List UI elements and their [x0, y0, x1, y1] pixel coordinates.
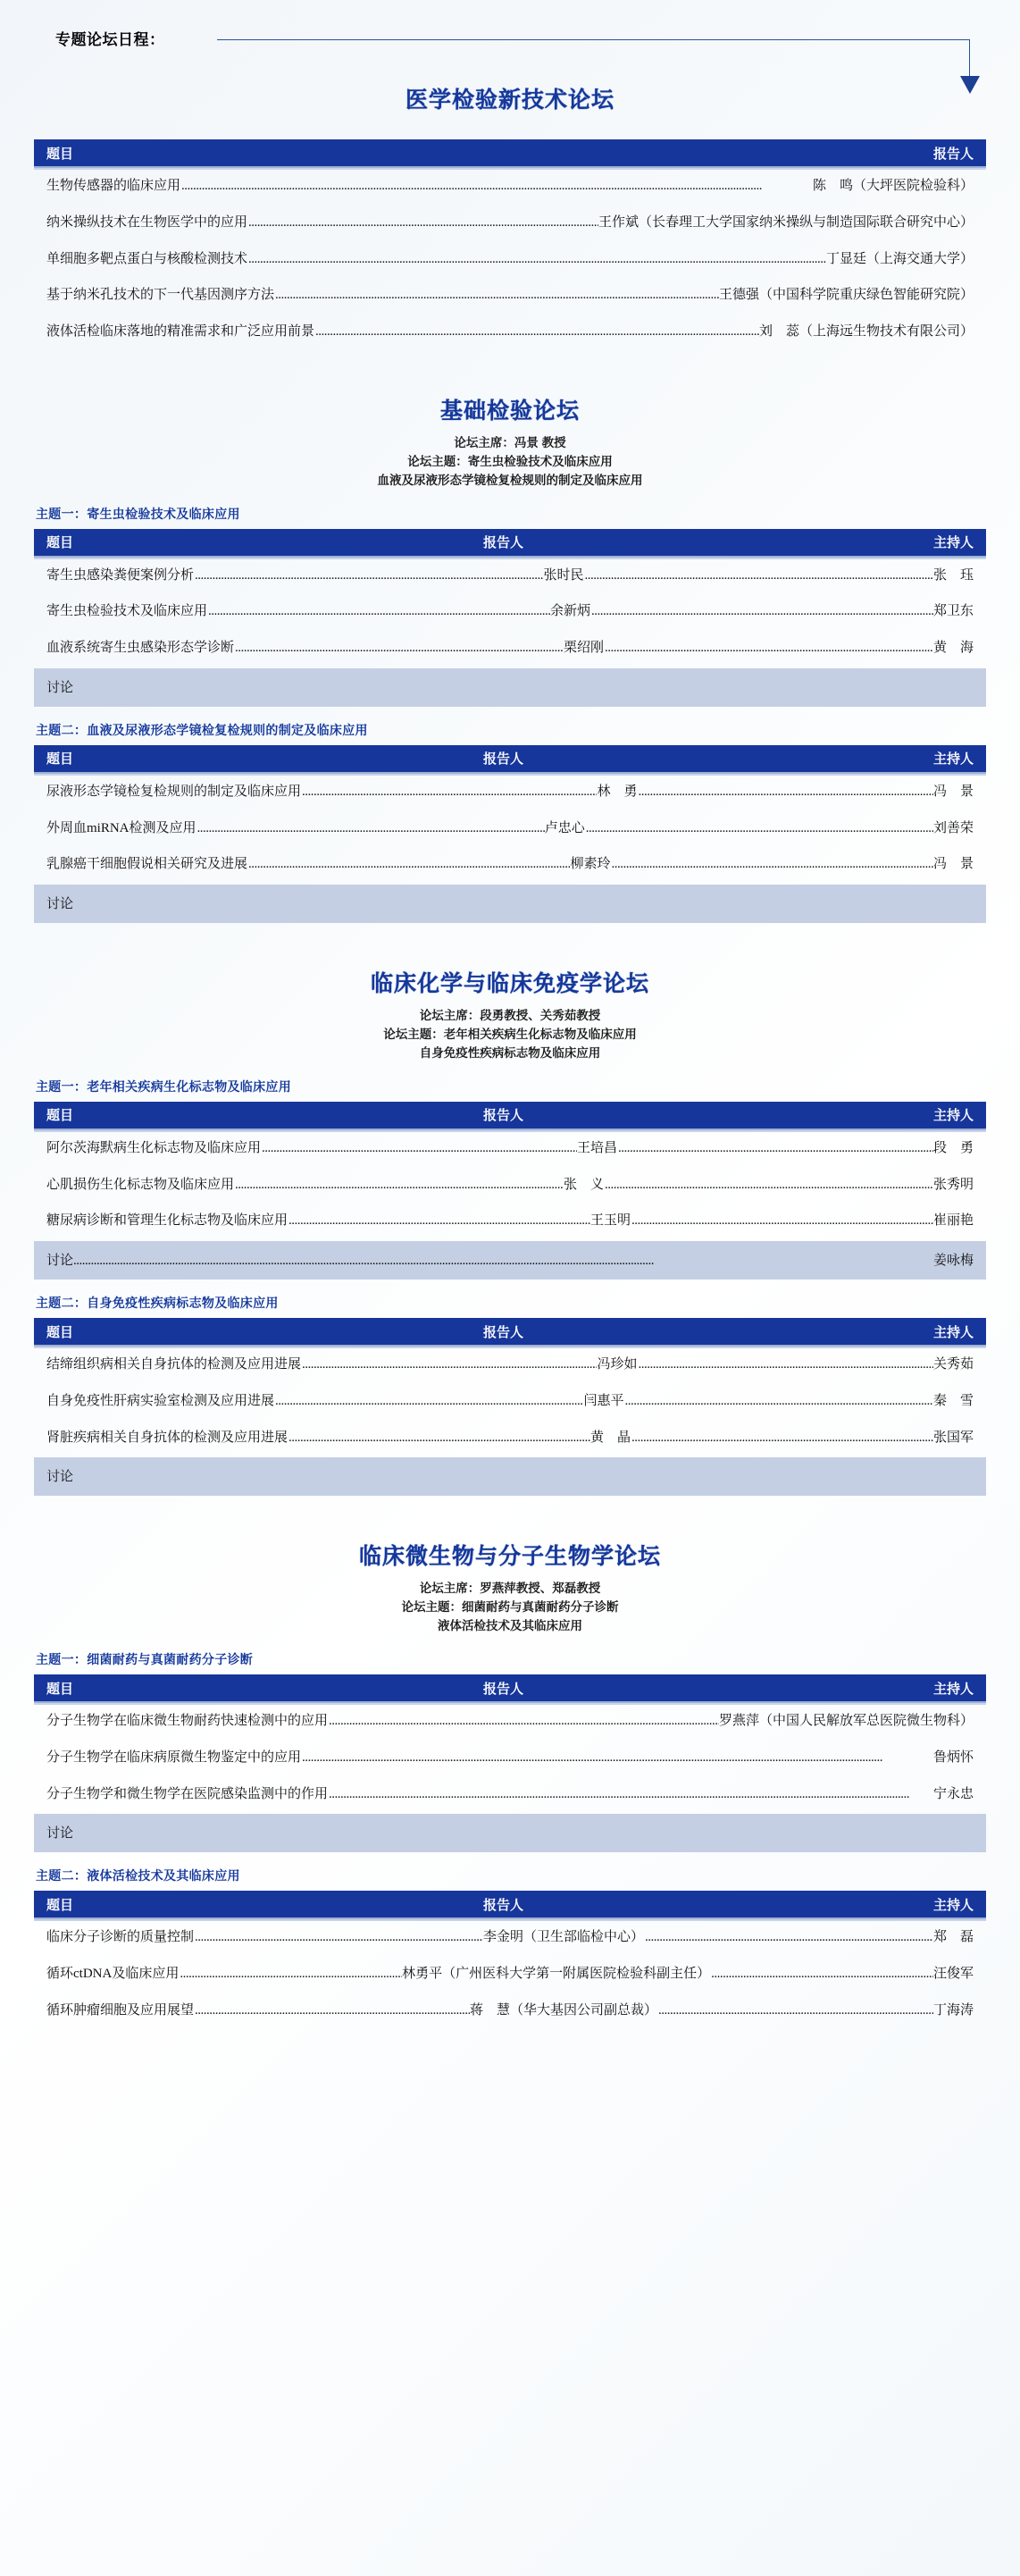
forum-theme: 论坛主题：细菌耐药与真菌耐药分子诊断	[401, 1600, 619, 1615]
schedule-table	[34, 1674, 986, 1852]
column-header-host: 主持人	[932, 752, 974, 768]
table-row	[34, 846, 986, 883]
dot-leader	[638, 784, 933, 801]
session-title: 乳腺癌干细胞假说相关研究及进展	[46, 857, 248, 872]
schedule-table	[34, 1102, 986, 1280]
host-name: 丁海涛	[932, 2002, 974, 2018]
forum-section	[0, 82, 1020, 381]
discussion-row	[34, 885, 986, 923]
dot-leader	[207, 603, 550, 620]
dot-leader	[194, 2002, 470, 2019]
speaker-name: 柳素玲	[570, 857, 611, 872]
discussion-label: 讨论	[46, 1254, 74, 1269]
forum-chair: 论坛主席：罗燕萍教授、郑磊教授	[419, 1582, 601, 1596]
spacer	[20, 1496, 1000, 1526]
page-title: 专题论坛日程：	[55, 31, 165, 48]
dot-leader	[631, 1430, 933, 1447]
column-header-title: 题目	[46, 536, 74, 551]
session-title: 尿液形态学镜检复检规则的制定及临床应用	[46, 784, 302, 799]
table-row	[34, 1740, 986, 1776]
column-header-title: 题目	[46, 1682, 74, 1697]
dot-leader	[274, 287, 719, 304]
table-row	[34, 810, 986, 847]
session-title: 肾脏疾病相关自身抗体的检测及应用进展	[46, 1430, 288, 1445]
schedule-table	[34, 745, 986, 923]
session-title: 液体活检临床落地的精准需求和广泛应用前景	[46, 324, 315, 339]
dot-leader	[604, 1177, 933, 1194]
session-title: 循环ctDNA及临床应用	[46, 1967, 180, 1982]
column-header-host: 主持人	[932, 1682, 974, 1697]
table-header-row	[34, 139, 986, 168]
dot-leader	[247, 856, 570, 873]
schedule-table	[34, 529, 986, 707]
dot-leader	[657, 2002, 933, 2019]
table-row	[34, 1703, 986, 1740]
host-name: 刘善荣	[932, 820, 974, 835]
speaker-name: 李金明（卫生部临检中心）	[482, 1930, 644, 1945]
session-title: 寄生虫感染粪便案例分析	[46, 567, 195, 583]
forum-theme: 论坛主题：老年相关疾病生化标志物及临床应用	[383, 1027, 637, 1041]
speaker-name: 林勇平（广州医科大学第一附属医院检验科副主任）	[402, 1967, 711, 1982]
speaker-name: 张时民	[543, 567, 584, 583]
discussion-row	[34, 1241, 986, 1280]
table-row	[34, 1130, 986, 1167]
session-title: 分子生物学在临床微生物耐药快速检测中的应用	[46, 1714, 329, 1729]
schedule-table	[34, 139, 986, 350]
speaker-name: 王培昌	[576, 1140, 617, 1155]
speaker-name: 蒋 慧（华大基因公司副总裁）	[469, 2002, 657, 2018]
spacer	[20, 2029, 1000, 2060]
session-title: 生物传感器的临床应用	[46, 179, 181, 193]
dot-leader	[617, 1140, 933, 1157]
host-name: 黄 海	[932, 641, 974, 656]
session-title: 分子生物学在临床病原微生物鉴定中的应用	[46, 1749, 302, 1765]
speaker-name: 王作斌（长春理工大学国家纳米操纵与制造国际联合研究中心）	[598, 214, 974, 230]
table-row	[34, 314, 986, 350]
session-title: 糖尿病诊断和管理生化标志物及临床应用	[46, 1213, 288, 1229]
dot-leader	[301, 1749, 933, 1766]
session-title: 单细胞多靶点蛋白与核酸检测技术	[46, 251, 248, 266]
dot-leader	[288, 1212, 590, 1229]
dot-leader	[611, 856, 933, 873]
speaker-name: 卢忠心	[544, 820, 585, 835]
down-arrow-icon	[960, 76, 980, 94]
forum-title: 临床微生物与分子生物学论坛	[358, 1545, 661, 1570]
forum-section	[0, 1539, 1020, 2059]
column-header-host: 主持人	[932, 1898, 974, 1913]
dot-leader	[194, 1929, 483, 1946]
session-title: 基于纳米孔技术的下一代基因测序方法	[46, 288, 275, 303]
forum-subtitle	[20, 1007, 1000, 1063]
column-header-speaker: 报告人	[482, 752, 523, 768]
table-row	[34, 168, 986, 205]
host-name: 张 珏	[932, 567, 974, 583]
forum-title: 基础检验论坛	[439, 399, 580, 424]
table-header-row	[34, 529, 986, 558]
session-title: 阿尔茨海默病生化标志物及临床应用	[46, 1140, 262, 1155]
topic-label: 主题一：寄生虫检验技术及临床应用	[36, 508, 240, 522]
column-header-host: 主持人	[932, 1325, 974, 1340]
dot-leader	[644, 1929, 933, 1946]
column-header-title: 题目	[46, 147, 74, 162]
dot-leader	[604, 640, 933, 657]
speaker-name: 陈 鸣（大坪医院检验科）	[812, 179, 974, 193]
host-name: 秦 雪	[932, 1393, 974, 1408]
speaker-name: 张 义	[563, 1177, 604, 1192]
table-row	[34, 774, 986, 810]
table-header-row	[34, 1674, 986, 1703]
column-header-title: 题目	[46, 1325, 74, 1340]
spacer	[20, 123, 1000, 139]
column-header-speaker: 报告人	[482, 1898, 523, 1913]
column-header-host: 主持人	[932, 1109, 974, 1124]
table-row	[34, 1167, 986, 1204]
speaker-name: 冯珍如	[597, 1357, 638, 1372]
table-row	[34, 1956, 986, 1993]
session-title: 外周血miRNA检测及应用	[46, 820, 196, 835]
table-row	[34, 1347, 986, 1383]
discussion-row	[34, 1457, 986, 1496]
table-row	[34, 1383, 986, 1420]
dot-leader	[247, 251, 826, 268]
forum-section	[0, 393, 1020, 953]
host-name: 崔丽艳	[932, 1213, 974, 1229]
topic-label: 主题二：血液及尿液形态学镜检复检规则的制定及临床应用	[36, 724, 368, 738]
spacer	[20, 350, 1000, 381]
spacer	[20, 923, 1000, 953]
forum-list	[0, 82, 1020, 2060]
table-row	[34, 1993, 986, 2029]
forum-title: 医学检验新技术论坛	[405, 88, 615, 113]
column-header-speaker: 报告人	[482, 1325, 523, 1340]
table-row	[34, 1776, 986, 1813]
dot-leader	[274, 1393, 583, 1410]
session-title: 结缔组织病相关自身抗体的检测及应用进展	[46, 1357, 302, 1372]
column-header-host: 主持人	[932, 536, 974, 551]
dot-leader	[590, 603, 933, 620]
topic-label: 主题二：自身免疫性疾病标志物及临床应用	[36, 1297, 279, 1312]
session-title: 血液系统寄生虫感染形态学诊断	[46, 641, 235, 656]
topic-label: 主题二：液体活检技术及其临床应用	[36, 1870, 240, 1884]
host-name: 冯 景	[932, 857, 974, 872]
topic-label: 主题一：老年相关疾病生化标志物及临床应用	[36, 1080, 291, 1095]
discussion-label: 讨论	[46, 680, 74, 695]
schedule-table	[34, 1318, 986, 1496]
forum-theme: 血液及尿液形态学镜检复检规则的制定及临床应用	[377, 473, 643, 487]
speaker-name: 余新炳	[549, 604, 590, 619]
dot-leader	[585, 820, 933, 837]
speaker-name: 栗绍刚	[563, 641, 604, 656]
connector-line-horizontal	[217, 39, 970, 40]
table-header-row	[34, 1318, 986, 1347]
table-header-row	[34, 1891, 986, 1919]
forum-theme: 论坛主题：寄生虫检验技术及临床应用	[407, 454, 613, 468]
speaker-name: 黄 晶	[589, 1430, 631, 1445]
speaker-name: 闫惠平	[583, 1393, 624, 1408]
dot-leader	[234, 1177, 564, 1194]
dot-leader	[624, 1393, 933, 1410]
column-header-speaker: 报告人	[932, 147, 974, 162]
speaker-name: 罗燕萍（中国人民解放军总医院微生物科）	[718, 1714, 974, 1729]
host-name: 张国军	[932, 1430, 974, 1445]
table-row	[34, 1420, 986, 1456]
dot-leader	[247, 214, 598, 231]
dot-leader	[631, 1212, 933, 1229]
table-row	[34, 205, 986, 241]
session-title: 分子生物学和微生物学在医院感染监测中的作用	[46, 1786, 329, 1801]
discussion-label: 讨论	[46, 1826, 74, 1842]
speaker-name: 丁显廷（上海交通大学）	[825, 251, 974, 266]
table-row	[34, 277, 986, 314]
forum-theme: 自身免疫性疾病标志物及临床应用	[419, 1045, 601, 1060]
host-name: 段 勇	[932, 1140, 974, 1155]
host-name: 郑卫东	[932, 604, 974, 619]
table-row	[34, 558, 986, 594]
session-title: 心肌损伤生化标志物及临床应用	[46, 1177, 235, 1192]
speaker-name: 林 勇	[597, 784, 638, 799]
column-header-title: 题目	[46, 752, 74, 768]
forum-section	[0, 966, 1020, 1526]
discussion-host: 姜咏梅	[932, 1254, 974, 1269]
dot-leader	[194, 567, 543, 584]
table-header-row	[34, 1102, 986, 1130]
forum-chair: 论坛主席：冯景 教授	[454, 435, 566, 449]
discussion-row	[34, 668, 986, 707]
discussion-row	[34, 1814, 986, 1852]
table-header-row	[34, 745, 986, 774]
dot-leader	[288, 1430, 590, 1447]
schedule-table	[34, 1891, 986, 2028]
page-header	[0, 0, 1020, 70]
host-name: 张秀明	[932, 1177, 974, 1192]
session-title: 寄生虫检验技术及临床应用	[46, 604, 208, 619]
column-header-speaker: 报告人	[482, 1109, 523, 1124]
dot-leader	[73, 1254, 933, 1269]
host-name: 郑 磊	[932, 1930, 974, 1945]
speaker-name: 刘 蕊（上海远生物技术有限公司）	[758, 324, 974, 339]
forum-subtitle	[20, 1580, 1000, 1636]
forum-title: 临床化学与临床免疫学论坛	[370, 972, 649, 997]
table-row	[34, 630, 986, 667]
forum-subtitle	[20, 434, 1000, 491]
session-title: 纳米操纵技术在生物医学中的应用	[46, 214, 248, 230]
dot-leader	[196, 820, 545, 837]
table-row	[34, 593, 986, 630]
forum-chair: 论坛主席：段勇教授、关秀茹教授	[419, 1009, 601, 1023]
discussion-label: 讨论	[46, 1470, 74, 1485]
column-header-title: 题目	[46, 1109, 74, 1124]
speaker-name: 王玉明	[589, 1213, 631, 1229]
connector-line-vertical	[969, 39, 970, 79]
column-header-title: 题目	[46, 1898, 74, 1913]
host-name: 冯 景	[932, 784, 974, 799]
session-title: 自身免疫性肝病实验室检测及应用进展	[46, 1393, 275, 1408]
dot-leader	[301, 784, 597, 801]
dot-leader	[261, 1140, 577, 1157]
session-title: 临床分子诊断的质量控制	[46, 1930, 195, 1945]
forum-theme: 液体活检技术及其临床应用	[438, 1619, 582, 1633]
table-row	[34, 241, 986, 278]
dot-leader	[584, 567, 933, 584]
session-title: 循环肿瘤细胞及应用展望	[46, 2002, 195, 2018]
table-row	[34, 1203, 986, 1239]
topic-label: 主题一：细菌耐药与真菌耐药分子诊断	[36, 1654, 254, 1668]
speaker-name: 宁永忠	[932, 1786, 974, 1801]
dot-leader	[234, 640, 564, 657]
dot-leader	[328, 1713, 719, 1730]
dot-leader	[314, 323, 759, 340]
table-row	[34, 1919, 986, 1956]
dot-leader	[180, 178, 813, 195]
dot-leader	[328, 1786, 933, 1803]
column-header-speaker: 报告人	[482, 536, 523, 551]
speaker-name: 王德强（中国科学院重庆绿色智能研究院）	[718, 288, 974, 303]
dot-leader	[638, 1356, 933, 1373]
host-name: 汪俊军	[932, 1967, 974, 1982]
discussion-label: 讨论	[46, 897, 74, 912]
host-name: 关秀茹	[932, 1357, 974, 1372]
dot-leader	[710, 1966, 933, 1983]
speaker-name: 鲁炳怀	[932, 1749, 974, 1765]
dot-leader	[301, 1356, 597, 1373]
column-header-speaker: 报告人	[482, 1682, 523, 1697]
dot-leader	[179, 1966, 402, 1983]
